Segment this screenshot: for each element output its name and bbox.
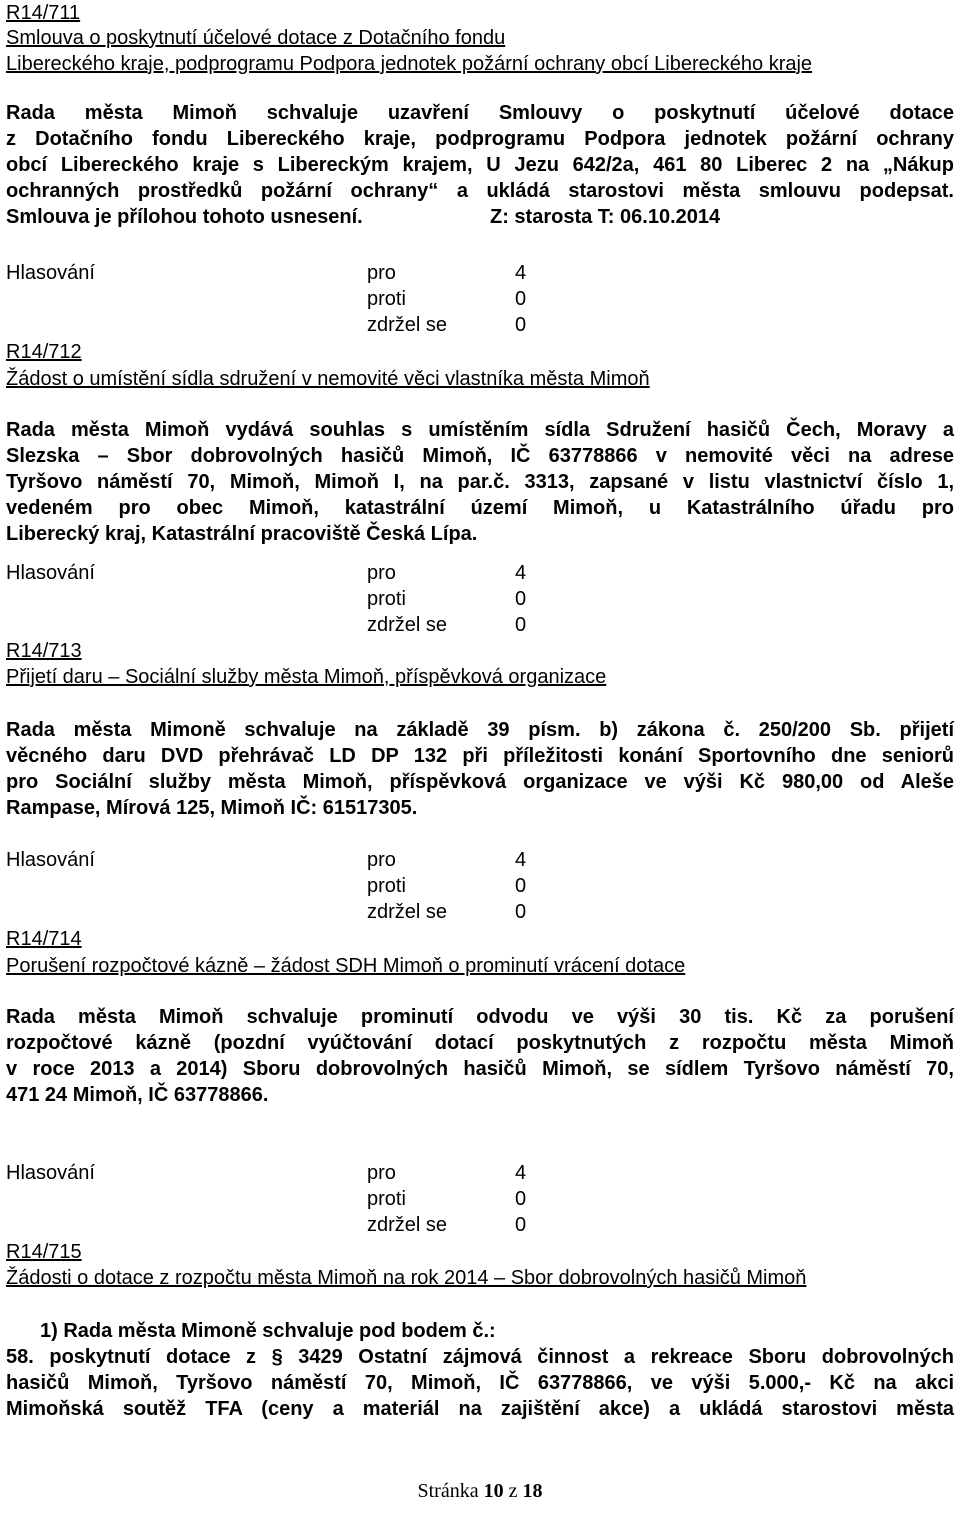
resolution-text: rozpočtové kázně (pozdní vyúčtování dotací poskytnutých z rozpočtu města Mimoň: [6, 1032, 954, 1054]
resolution-text: 58. poskytnutí dotace z § 3429 Ostatní zájmová činnost a rekreace Sboru dobrovolných: [6, 1346, 954, 1368]
resolution-id: R14/714: [6, 928, 82, 950]
resolution-title: Libereckého kraje, podprogramu Podpora jednotek požární ochrany obcí Libereckého kraje: [6, 53, 813, 75]
footer-page-total: 18: [522, 1480, 543, 1502]
resolution-id: R14/711: [6, 2, 81, 24]
vote-proti-label: proti: [367, 588, 406, 610]
vote-pro-label: pro: [367, 562, 396, 584]
page-footer: [0, 1478, 960, 1504]
vote-proti-label: proti: [367, 1188, 406, 1210]
resolution-text: ochranných prostředků požární ochrany“ a ukládá starostovi města smlouvu podepsat.: [6, 180, 954, 202]
resolution-text: Smlouva je přílohou tohoto usnesení.: [6, 206, 363, 228]
resolution-title: Porušení rozpočtové kázně – žádost SDH Mimoň o prominutí vrácení dotace: [6, 955, 686, 977]
resolution-text: Mimoňská soutěž TFA (ceny a materiál na zajištění akce) a ukládá starostovi města: [6, 1398, 954, 1420]
resolution-text: obcí Libereckého kraje s Libereckým krajem, U Jezu 642/2a, 461 80 Liberec 2 na „Nákup: [6, 154, 954, 176]
resolution-text: pro Sociální služby města Mimoň, příspěvková organizace ve výši Kč 980,00 od Aleše: [6, 771, 954, 793]
vote-pro-value: 4: [515, 849, 527, 871]
resolution-title: Smlouva o poskytnutí účelové dotace z Dotačního fondu: [6, 27, 506, 49]
vote-zdrzel-value: 0: [515, 1214, 527, 1236]
footer-of: z: [508, 1480, 518, 1502]
vote-proti-value: 0: [515, 588, 527, 610]
resolution-text: Rampase, Mírová 125, Mimoň IČ: 61517305.: [6, 797, 418, 819]
resolution-text: vedeném pro obec Mimoň, katastrální území Mimoň, u Katastrálního úřadu pro: [6, 497, 954, 519]
vote-label: Hlasování: [6, 262, 95, 284]
resolution-text: Tyršovo náměstí 70, Mimoň, Mimoň I, na par.č. 3313, zapsané v listu vlastnictví číslo 1,: [6, 471, 954, 493]
resolution-title: Žádost o umístění sídla sdružení v nemovité věci vlastníka města Mimoň: [6, 368, 650, 390]
resolution-text: Rada města Mimoň schvaluje prominutí odvodu ve výši 30 tis. Kč za porušení: [6, 1006, 954, 1028]
vote-pro-label: pro: [367, 262, 396, 284]
vote-zdrzel-label: zdržel se: [367, 901, 448, 923]
vote-proti-value: 0: [515, 875, 527, 897]
resolution-text: Rada města Mimoně schvaluje na základě 39 písm. b) zákona č. 250/200 Sb. přijetí: [6, 719, 954, 741]
resolution-title: Žádosti o dotace z rozpočtu města Mimoň na rok 2014 – Sbor dobrovolných hasičů Mimoň: [6, 1267, 807, 1289]
resolution-text: 471 24 Mimoň, IČ 63778866.: [6, 1084, 269, 1106]
vote-zdrzel-label: zdržel se: [367, 314, 448, 336]
resolution-title: Přijetí daru – Sociální služby města Mimoň, příspěvková organizace: [6, 666, 607, 688]
resolution-id: R14/715: [6, 1241, 82, 1263]
deadline: Z: starosta T: 06.10.2014: [490, 206, 721, 228]
resolution-text: z Dotačního fondu Libereckého kraje, podprogramu Podpora jednotek požární ochrany: [6, 128, 954, 150]
vote-zdrzel-label: zdržel se: [367, 1214, 448, 1236]
vote-label: Hlasování: [6, 562, 95, 584]
vote-label: Hlasování: [6, 1162, 95, 1184]
vote-label: Hlasování: [6, 849, 95, 871]
vote-proti-label: proti: [367, 288, 406, 310]
resolution-text: hasičů Mimoň, Tyršovo náměstí 70, Mimoň, IČ 63778866, ve výši 5.000,- Kč na akci: [6, 1372, 954, 1394]
vote-zdrzel-value: 0: [515, 314, 527, 336]
footer-page-number: 10: [483, 1480, 504, 1502]
vote-zdrzel-label: zdržel se: [367, 614, 448, 636]
resolution-text: Rada města Mimoň vydává souhlas s umístěním sídla Sdružení hasičů Čech, Moravy a: [6, 419, 954, 441]
resolution-text: Slezska – Sbor dobrovolných hasičů Mimoň, IČ 63778866 v nemovité věci na adrese: [6, 445, 954, 467]
vote-pro-value: 4: [515, 1162, 527, 1184]
resolution-item-intro: 1) Rada města Mimoně schvaluje pod bodem č.:: [40, 1320, 496, 1342]
resolution-text: v roce 2013 a 2014) Sboru dobrovolných hasičů Mimoň, se sídlem Tyršovo náměstí 70,: [6, 1058, 954, 1080]
vote-pro-label: pro: [367, 849, 396, 871]
vote-proti-value: 0: [515, 288, 527, 310]
vote-zdrzel-value: 0: [515, 614, 527, 636]
resolution-id: R14/713: [6, 640, 82, 662]
resolution-text: věcného daru DVD přehrávač LD DP 132 při příležitosti konání Sportovního dne seniorů: [6, 745, 954, 767]
vote-pro-label: pro: [367, 1162, 396, 1184]
resolution-text: Liberecký kraj, Katastrální pracoviště Česká Lípa.: [6, 523, 478, 545]
vote-pro-value: 4: [515, 262, 527, 284]
resolution-id: R14/712: [6, 341, 82, 363]
vote-pro-value: 4: [515, 562, 527, 584]
vote-zdrzel-value: 0: [515, 901, 527, 923]
footer-prefix: Stránka: [417, 1480, 479, 1502]
resolution-text: Rada města Mimoň schvaluje uzavření Smlouvy o poskytnutí účelové dotace: [6, 102, 954, 124]
vote-proti-value: 0: [515, 1188, 527, 1210]
vote-proti-label: proti: [367, 875, 406, 897]
